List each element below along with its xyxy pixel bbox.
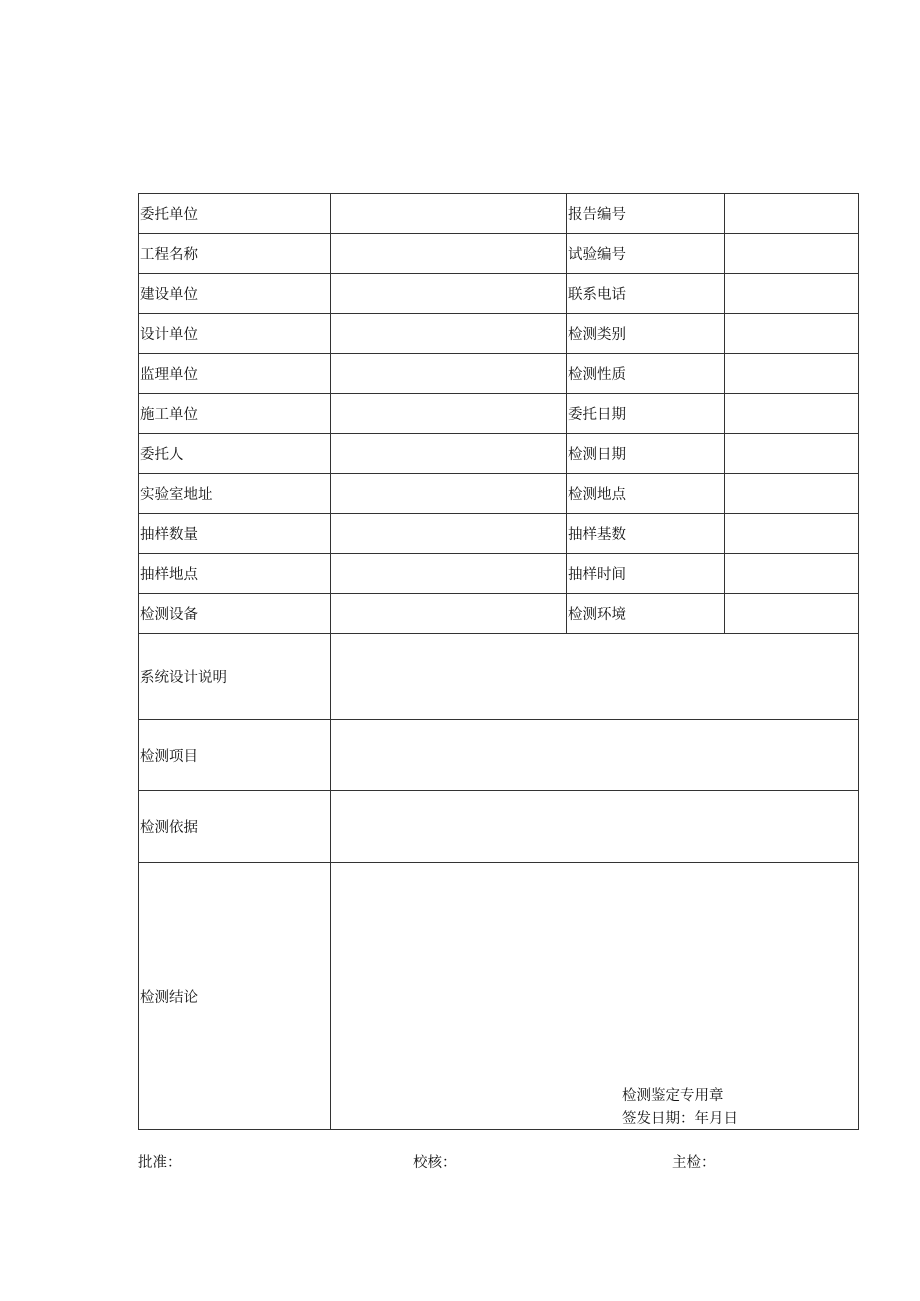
inspection-report-form [138,193,859,1130]
field-label: 实验室地址 [139,474,331,514]
field-rows [139,194,859,634]
field-label: 建设单位 [139,274,331,314]
test-basis-field[interactable] [331,791,859,863]
field-label: 抽样基数 [567,514,725,554]
field-row [139,474,859,514]
field-label: 抽样数量 [139,514,331,554]
field-value[interactable] [725,554,859,594]
field-label: 检测类别 [567,314,725,354]
field-value[interactable] [725,314,859,354]
field-label: 委托日期 [567,394,725,434]
conclusion-cell[interactable] [331,863,859,1130]
field-value[interactable] [725,194,859,234]
field-label: 检测性质 [567,354,725,394]
inspector-label: 主检： [672,1155,716,1171]
issue-date-text: 签发日期：年月日 [622,1111,738,1127]
test-items-label: 检测项目 [139,720,331,791]
field-label: 报告编号 [567,194,725,234]
field-value[interactable] [725,594,859,634]
field-value[interactable] [331,314,567,354]
field-value[interactable] [331,434,567,474]
field-value[interactable] [331,514,567,554]
test-basis-label: 检测依据 [139,791,331,863]
field-value[interactable] [331,274,567,314]
field-row [139,314,859,354]
field-label: 工程名称 [139,234,331,274]
field-value[interactable] [725,394,859,434]
field-row [139,234,859,274]
field-label: 检测环境 [567,594,725,634]
field-label: 试验编号 [567,234,725,274]
field-value[interactable] [331,234,567,274]
approve-label: 批准： [138,1155,182,1171]
field-row [139,354,859,394]
conclusion-row [139,863,859,1130]
field-value[interactable] [725,234,859,274]
test-items-row [139,720,859,791]
stamp-block [622,1085,738,1130]
test-items-field[interactable] [331,720,859,791]
field-label: 监理单位 [139,354,331,394]
field-value[interactable] [331,354,567,394]
field-value[interactable] [331,594,567,634]
field-value[interactable] [725,474,859,514]
review-label: 校核： [413,1155,457,1171]
system-design-row [139,634,859,720]
system-design-field[interactable] [331,634,859,720]
system-design-label: 系统设计说明 [139,634,331,720]
field-row [139,554,859,594]
field-row [139,194,859,234]
field-label: 检测地点 [567,474,725,514]
field-value[interactable] [331,474,567,514]
field-value[interactable] [331,394,567,434]
test-basis-row [139,791,859,863]
field-value[interactable] [331,194,567,234]
field-value[interactable] [725,274,859,314]
field-label: 设计单位 [139,314,331,354]
field-row [139,394,859,434]
field-label: 委托人 [139,434,331,474]
field-value[interactable] [331,554,567,594]
field-value[interactable] [725,354,859,394]
field-row [139,274,859,314]
field-row [139,434,859,474]
field-value[interactable] [725,514,859,554]
stamp-text: 检测鉴定专用章 [622,1088,724,1104]
field-label: 检测日期 [567,434,725,474]
field-label: 抽样时间 [567,554,725,594]
conclusion-label: 检测结论 [139,863,331,1130]
field-label: 联系电话 [567,274,725,314]
field-value[interactable] [725,434,859,474]
field-label: 抽样地点 [139,554,331,594]
field-row [139,594,859,634]
field-label: 检测设备 [139,594,331,634]
field-label: 委托单位 [139,194,331,234]
field-row [139,514,859,554]
field-label: 施工单位 [139,394,331,434]
